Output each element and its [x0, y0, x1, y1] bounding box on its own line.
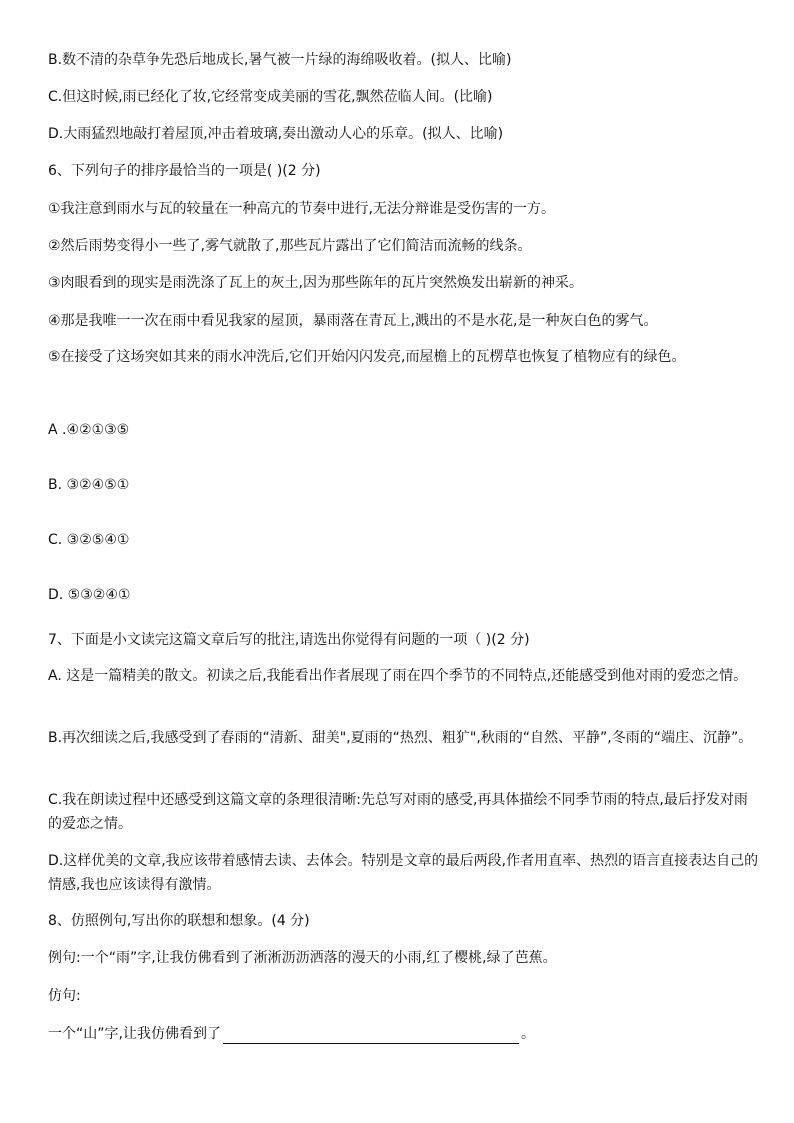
- q8-stem: 8、仿照例句,写出你的联想和想象。(4 分): [48, 913, 310, 929]
- q8-prompt-before: 一个“山”字,让我仿佛看到了: [48, 1026, 221, 1042]
- q6-option-d: D. ⑤③②④①: [48, 587, 131, 603]
- q6-sentence-2: ②然后雨势变得小一些了,雾气就散了,那些瓦片露出了它们简洁而流畅的线条。: [48, 238, 532, 254]
- q7-option-b: B.再次细读之后,我感受到了春雨的“清新、甜美",夏雨的“热烈、粗犷",秋雨的“自然、平静”,冬雨的“端庄、沉静”。: [48, 730, 753, 746]
- q5-option-b: B.数不清的杂草争先恐后地成长,暑气被一片绿的海绵吸收着。(拟人、比喻): [48, 52, 512, 68]
- q5-option-c: C.但这时候,雨已经化了妆,它经常变成美丽的雪花,飘然莅临人间。(比喻): [48, 89, 493, 105]
- q8-example: 例句:一个“雨”字,让我仿佛看到了淅淅沥沥洒落的漫天的小雨,红了樱桃,绿了芭蕉。: [48, 950, 557, 966]
- q8-imitation-label: 仿句:: [48, 988, 81, 1004]
- q6-sentence-5: ⑤在接受了这场突如其来的雨水冲洗后,它们开始闪闪发亮,而屋檐上的瓦楞草也恢复了植物应有的绿色。: [48, 349, 686, 365]
- q6-sentence-4: ④那是我唯一一次在雨中看见我家的屋顶，暴雨落在青瓦上,溅出的不是水花,是一种灰白色的雾气。: [48, 313, 658, 329]
- q6-stem: 6、下列句子的排序最恰当的一项是( )(2 分): [48, 163, 321, 179]
- q8-prompt-after: 。: [520, 1026, 535, 1042]
- q5-option-d: D.大雨猛烈地敲打着屋顶,冲击着玻璃,奏出激动人心的乐章。(拟人、比喻): [48, 126, 504, 142]
- q7-option-d: D.这样优美的文章,我应该带着感情去读、去体会。特别是文章的最后两段,作者用直率、热烈的语言直接表达自己的情感,我也应该读得有激情。: [48, 853, 759, 893]
- q6-sentence-3: ③肉眼看到的现实是雨洗涤了瓦上的灰土,因为那些陈年的瓦片突然焕发出崭新的神采。: [48, 275, 583, 291]
- q7-option-a: A. 这是一篇精美的散文。初读之后,我能看出作者展现了雨在四个季节的不同特点,还能感受到他对雨的爱恋之情。: [48, 668, 748, 684]
- q6-sentence-1: ①我注意到雨水与瓦的较量在一种高亢的节奏中进行,无法分辩谁是受伤害的一方。: [48, 201, 555, 217]
- q6-option-a: A .④②①③⑤: [48, 422, 130, 438]
- q6-option-b: B. ③②④⑤①: [48, 477, 130, 493]
- q8-answer-blank[interactable]: [223, 1025, 519, 1044]
- q7-stem: 7、下面是小文读完这篇文章后写的批注,请选出你觉得有问题的一项（ )(2 分): [48, 632, 530, 648]
- q7-option-c: C.我在朗读过程中还感受到这篇文章的条理很清晰:先总写对雨的感受,再具体描绘不同季节雨的特点,最后抒发对雨的爱恋之情。: [48, 792, 748, 832]
- q8-prompt: [48, 1024, 760, 1044]
- q6-option-c: C. ③②⑤④①: [48, 532, 130, 548]
